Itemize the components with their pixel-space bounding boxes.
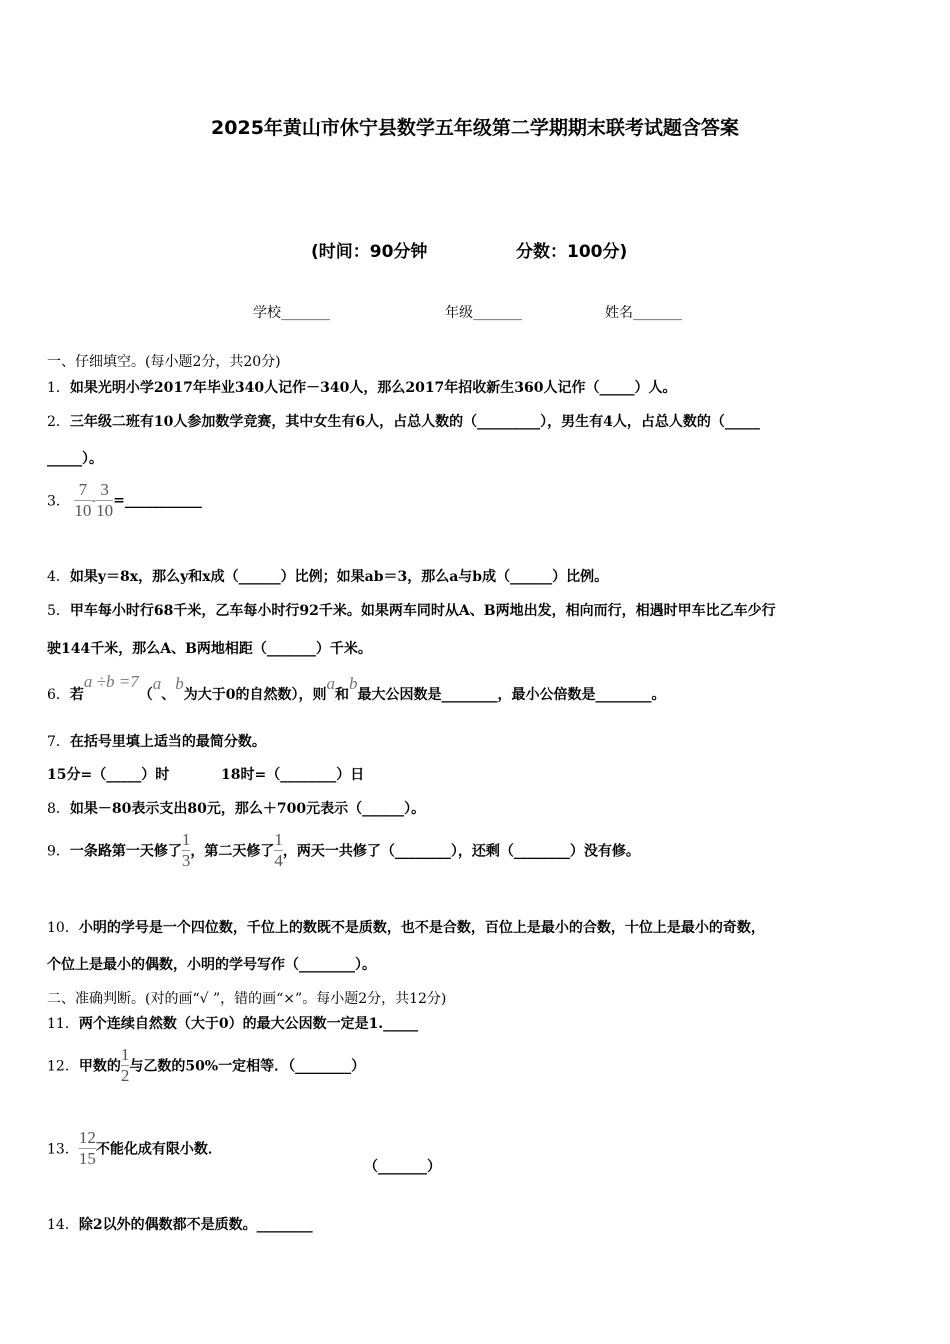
fraction (96, 480, 113, 521)
question-number: 4． (47, 569, 70, 585)
section1-heading: 一、仔细填空。(每小题2分，共20分) (47, 354, 281, 370)
fraction (79, 1128, 96, 1169)
question-10-continued: 个位上是最小的偶数，小明的学号写作（________）。 (47, 957, 376, 973)
question-13-blank: （_______） (364, 1159, 441, 1175)
question-3 (47, 480, 202, 521)
variable-a: a (326, 674, 335, 693)
question-7 (47, 731, 266, 751)
question-5 (47, 600, 776, 620)
math-expression: a ÷b =7 (83, 672, 139, 691)
section2-heading: 二、准确判断。(对的画“√ ”，错的画“×”。每小题2分，共12分) (47, 991, 447, 1007)
question-9 (47, 830, 640, 871)
question-text: 一条路第一天修了 (69, 843, 182, 860)
question-11 (47, 1013, 418, 1033)
exam-score: 分数：100分) (516, 242, 628, 262)
question-number: 6． (47, 687, 70, 703)
denominator: 15 (78, 1149, 96, 1168)
denominator: 10 (74, 501, 92, 520)
numerator: 1 (274, 830, 283, 849)
school-field: 学校_______ (253, 305, 330, 321)
question-number: 1． (47, 380, 70, 396)
question-1 (47, 377, 677, 397)
denominator: 10 (96, 501, 114, 520)
name-field: 姓名_______ (605, 305, 682, 321)
paren: （ (138, 687, 153, 703)
question-text: 最大公因数是________，最小公倍数是________。 (357, 687, 666, 703)
question-text: 如果y＝8x，那么y和x成（______）比例；如果ab＝3，那么a与b成（______）比例。 (69, 569, 609, 585)
question-2 (47, 411, 760, 431)
numerator: 7 (78, 480, 88, 499)
question-number: 8． (47, 801, 70, 817)
question-number: 12． (47, 1058, 79, 1075)
question-text: 在括号里填上适当的最简分数。 (69, 734, 266, 750)
question-5-continued: 驶144千米，那么A、B两地相距（_______）千米。 (47, 641, 372, 657)
question-10 (47, 917, 765, 937)
question-text: 若 (69, 687, 84, 703)
question-number: 3． (47, 493, 70, 510)
question-number: 2． (47, 414, 70, 430)
question-text: ，两天一共修了（________），还剩（________）没有修。 (282, 843, 640, 860)
fraction (74, 480, 91, 521)
question-2-continued: _____）。 (47, 451, 103, 467)
question-text: 不能化成有限小数． (95, 1141, 222, 1158)
question-12 (47, 1045, 365, 1086)
grade-field: 年级_______ (445, 305, 522, 321)
question-number: 13． (47, 1141, 79, 1158)
question-text: 两个连续自然数（大于0）的最大公因数一定是1._____ (78, 1016, 419, 1032)
answer-blank: =___________ (113, 492, 202, 509)
fraction (274, 830, 283, 871)
question-number: 9． (47, 843, 70, 860)
numerator: 3 (100, 480, 109, 499)
denominator: 2 (120, 1066, 130, 1085)
question-6 (47, 672, 666, 704)
question-number: 14． (47, 1217, 79, 1233)
fraction (121, 1045, 130, 1086)
question-text: 与乙数的50%一定相等．（________） (129, 1058, 366, 1075)
question-14 (47, 1214, 313, 1234)
question-text: 甲车每小时行68千米，乙车每小时行92千米。如果两车同时从A、B两地出发，相向而行，相遇时甲车比乙车少行 (69, 603, 776, 619)
question-text: 除2以外的偶数都不是质数。________ (78, 1217, 313, 1233)
question-7-blank-a: 15分=（_____）时 (47, 767, 170, 783)
question-number: 11． (47, 1016, 79, 1032)
separator: 、 (161, 687, 176, 703)
question-number: 10． (47, 920, 79, 936)
numerator: 1 (181, 830, 191, 849)
numerator: 1 (120, 1045, 130, 1064)
question-text: 如果－80表示支出80元，那么＋700元表示（______）。 (69, 801, 426, 817)
question-7-blank-b: 18时=（________）日 (221, 767, 365, 783)
exam-time: (时间：90分钟 (311, 242, 428, 262)
question-text: 如果光明小学2017年毕业340人记作－340人，那么2017年招收新生360人记作（_____）人。 (69, 380, 677, 396)
question-text: 小明的学号是一个四位数，千位上的数既不是质数，也不是合数，百位上是最小的合数，十位上是最小的奇数， (78, 920, 765, 936)
operator: - (91, 492, 97, 509)
question-text: 甲数的 (78, 1058, 121, 1075)
question-number: 5． (47, 603, 70, 619)
question-4 (47, 566, 608, 586)
variable-b: b (348, 674, 358, 693)
question-text: 为大于0的自然数），则 (183, 687, 327, 703)
question-13 (47, 1128, 222, 1169)
conjunction: 和 (334, 687, 349, 703)
denominator: 3 (181, 851, 191, 870)
fraction (182, 830, 191, 871)
denominator: 4 (274, 851, 283, 870)
variable-a: a (152, 674, 162, 693)
question-8 (47, 798, 425, 818)
variable-b: b (175, 674, 184, 693)
page-title: 2025年黄山市休宁县数学五年级第二学期期末联考试题含答案 (211, 117, 739, 139)
numerator: 12 (78, 1128, 96, 1147)
question-text: 三年级二班有10人参加数学竞赛，其中女生有6人，占总人数的（_________），男生有4人，占总人数的（_____ (69, 414, 760, 430)
question-text: ，第二天修了 (190, 843, 275, 860)
question-number: 7． (47, 734, 70, 750)
